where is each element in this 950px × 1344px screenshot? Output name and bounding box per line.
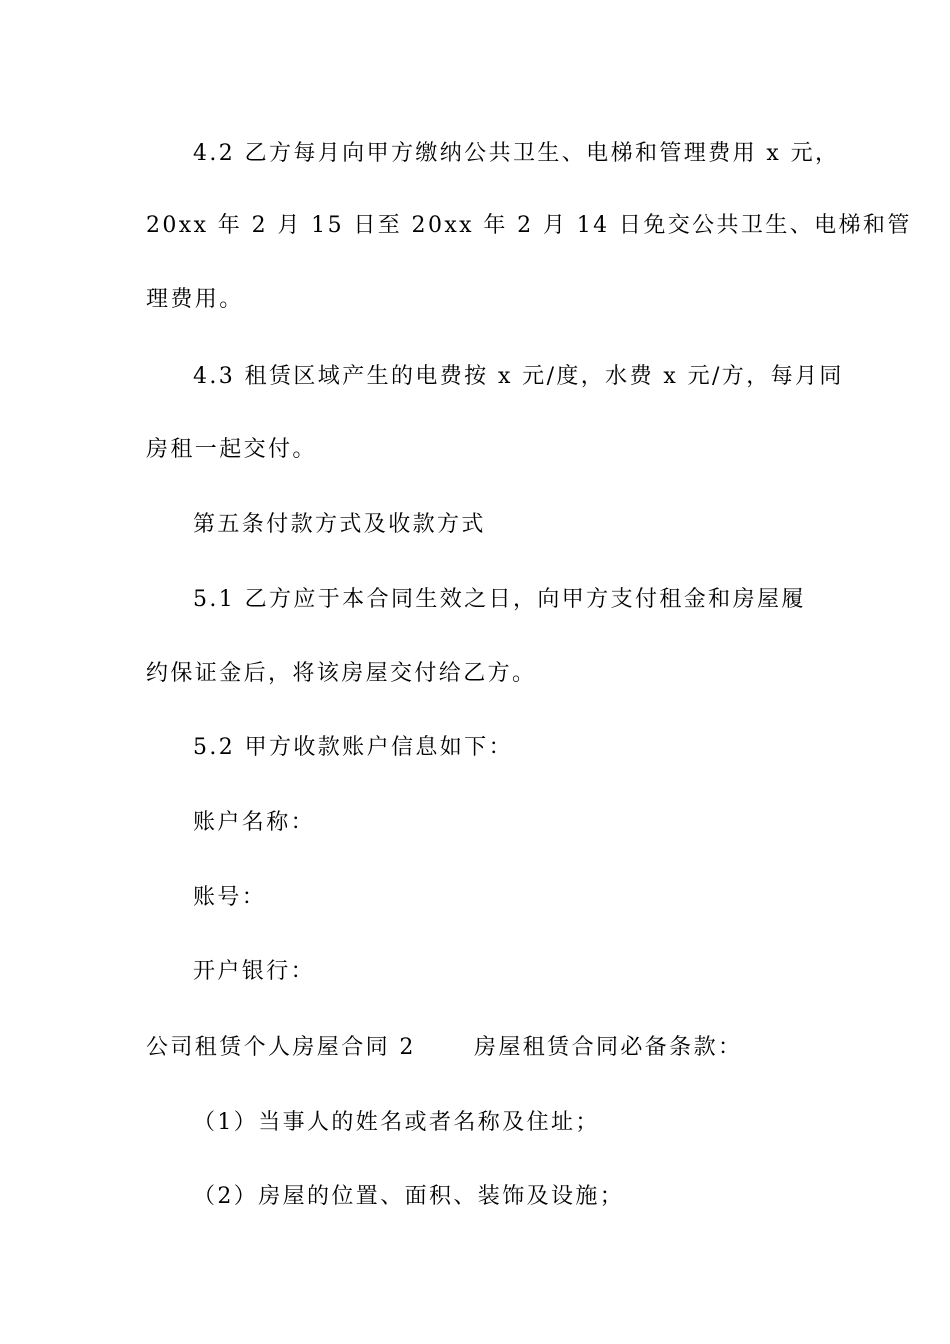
section-5-heading: 第五条付款方式及收款方式 <box>193 512 486 537</box>
paragraph-5-1-line-2: 约保证金后，将该房屋交付给乙方。 <box>146 661 537 686</box>
clause-2: （2）房屋的位置、面积、装饰及设施； <box>193 1184 625 1209</box>
contract-2-heading: 公司租赁个人房屋合同 2 房屋租赁合同必备条款： <box>146 1035 743 1060</box>
paragraph-5-1-line-1: 5.1 乙方应于本合同生效之日，向甲方支付租金和房屋履 <box>193 587 806 612</box>
paragraph-4-3-line-2: 房租一起交付。 <box>146 437 317 462</box>
account-number-label: 账号： <box>193 885 267 910</box>
account-name-label: 账户名称： <box>193 810 316 835</box>
clause-1: （1）当事人的姓名或者名称及住址； <box>193 1110 600 1135</box>
paragraph-4-3-line-1: 4.3 租赁区域产生的电费按 x 元/度，水费 x 元/方，每月同 <box>193 364 844 389</box>
paragraph-5-2: 5.2 甲方收款账户信息如下： <box>193 735 513 760</box>
paragraph-4-2-line-2: 20xx 年 2 月 15 日至 20xx 年 2 月 14 日免交公共卫生、电梯和管 <box>146 213 912 238</box>
bank-label: 开户银行： <box>193 959 316 984</box>
paragraph-4-2-line-1: 4.2 乙方每月向甲方缴纳公共卫生、电梯和管理费用 x 元， <box>193 141 840 166</box>
paragraph-4-2-line-3: 理费用。 <box>146 287 244 312</box>
